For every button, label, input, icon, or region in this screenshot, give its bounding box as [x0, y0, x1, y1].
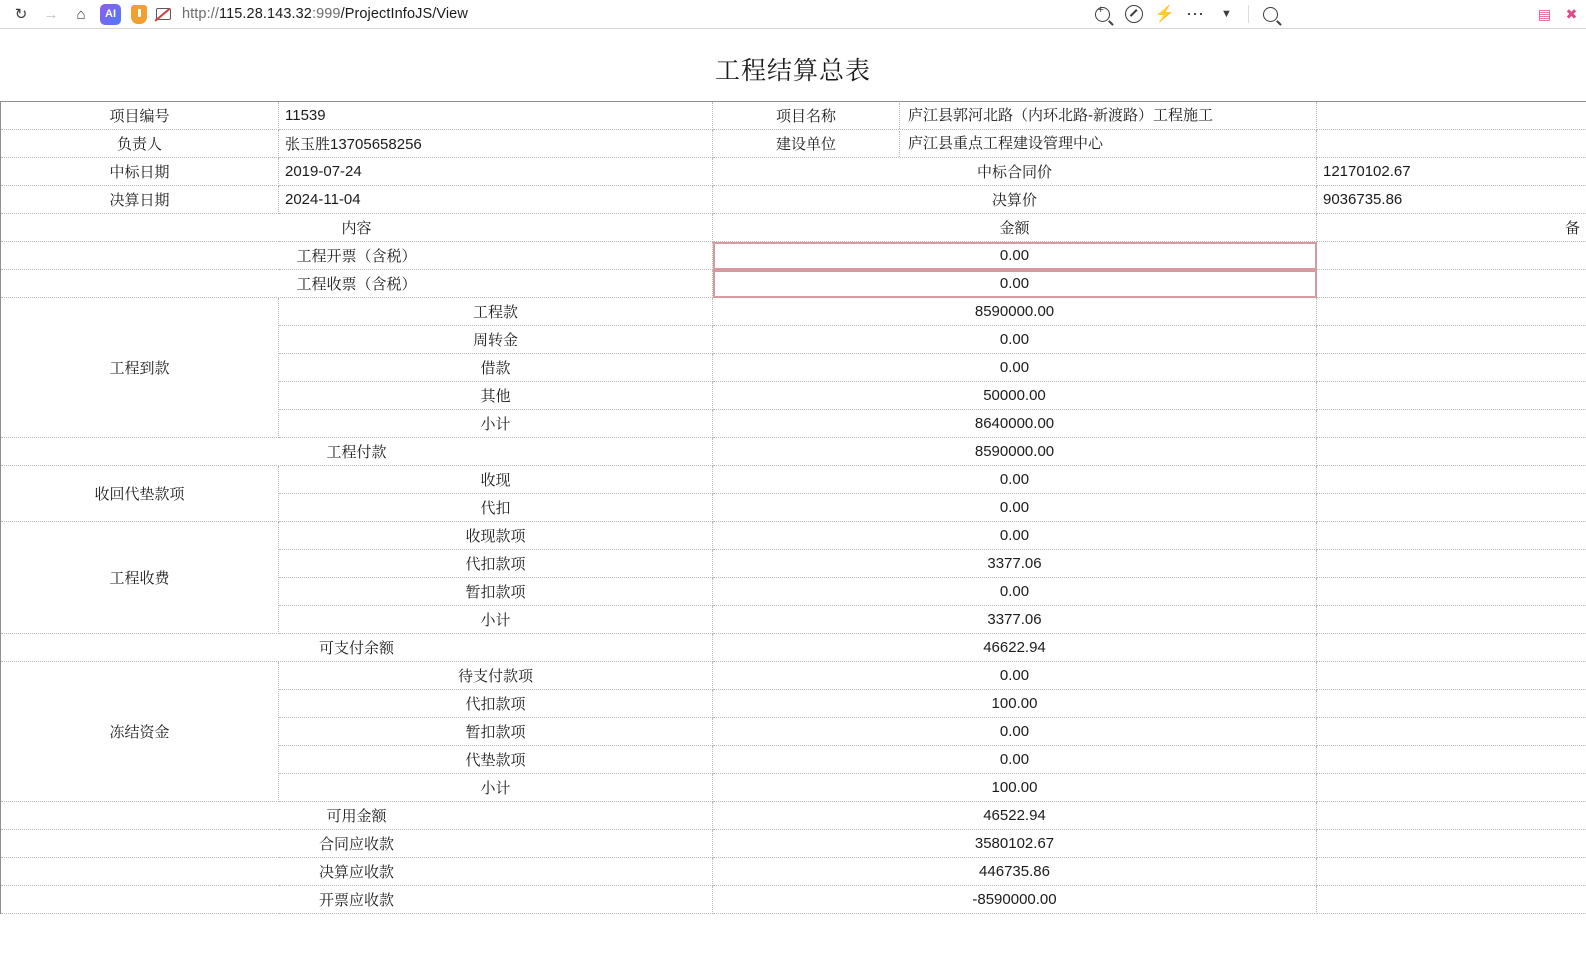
browser-toolbar — [0, 0, 1586, 29]
url-port: :999 — [311, 6, 341, 22]
table-row — [1, 522, 1586, 550]
row-item-label: 暂扣款项 — [279, 718, 713, 746]
column-header-amount: 金额 — [713, 214, 1317, 242]
row-remark-value — [1317, 242, 1586, 270]
row-amount-value: 8590000.00 — [713, 438, 1317, 466]
shield-icon[interactable] — [131, 5, 147, 24]
more-dots-icon[interactable]: ⋯ — [1186, 3, 1205, 24]
row-remark-value — [1317, 634, 1586, 662]
url-path: /ProjectInfoJS/View — [340, 6, 468, 22]
row-item-label: 可用金额 — [1, 802, 713, 830]
row-amount-value: 0.00 — [713, 578, 1317, 606]
project-name-label: 项目名称 — [775, 108, 836, 125]
row-remark-value — [1317, 298, 1586, 326]
row-item-label: 小计 — [279, 606, 713, 634]
table-row — [1, 158, 1586, 186]
row-amount-value: 0.00 — [713, 466, 1317, 494]
row-item-label: 可支付余额 — [1, 634, 713, 662]
row-remark-value — [1317, 354, 1586, 382]
settle-date-value: 2024-11-04 — [279, 186, 713, 214]
chevron-down-icon[interactable]: ▼ — [1221, 8, 1232, 20]
row-remark-value — [1317, 494, 1586, 522]
build-unit-label: 建设单位 — [775, 136, 836, 153]
row-item-label: 待支付款项 — [279, 662, 713, 690]
row-remark-value — [1317, 438, 1586, 466]
table-row — [1, 802, 1586, 830]
row-item-label: 收现 — [279, 466, 713, 494]
table-row — [1, 242, 1586, 270]
table-header-row — [1, 214, 1586, 242]
row-item-label: 小计 — [279, 410, 713, 438]
table-row — [1, 270, 1586, 298]
row-group-label: 收回代垫款项 — [1, 466, 279, 522]
row-remark-value — [1317, 886, 1586, 914]
settle-date-label: 决算日期 — [1, 186, 279, 214]
row-item-label: 周转金 — [279, 326, 713, 354]
row-amount-value: 46522.94 — [713, 802, 1317, 830]
project-name-value: 庐江县郭河北路（内环北路-新渡路）工程施工 — [899, 103, 1310, 129]
row-remark-value — [1317, 718, 1586, 746]
row-amount-value: 446735.86 — [713, 858, 1317, 886]
row-remark-value — [1317, 522, 1586, 550]
row-item-label: 其他 — [279, 382, 713, 410]
row-amount-value: 0.00 — [713, 662, 1317, 690]
table-row — [1, 438, 1586, 466]
zoom-in-icon[interactable] — [1087, 1, 1118, 27]
row-remark-value — [1317, 774, 1586, 802]
row-remark-value — [1317, 690, 1586, 718]
row-group-label: 工程到款 — [1, 298, 279, 438]
column-header-remark: 备 — [1317, 214, 1586, 242]
row-item-label: 收现款项 — [279, 522, 713, 550]
table-row — [1, 662, 1586, 690]
row-remark-value — [1317, 606, 1586, 634]
row-item-label: 工程收票（含税） — [1, 270, 713, 298]
row-amount-value: 3377.06 — [713, 606, 1317, 634]
row-remark-value — [1317, 830, 1586, 858]
search-icon[interactable] — [1255, 1, 1286, 27]
row-remark-value — [1317, 410, 1586, 438]
row-item-label: 代扣款项 — [279, 550, 713, 578]
table-row — [1, 634, 1586, 662]
project-no-value: 11539 — [279, 102, 713, 130]
owner-value: 张玉胜13705658256 — [279, 130, 713, 158]
close-icon[interactable]: ✖ — [1565, 5, 1578, 22]
bid-price-label: 中标合同价 — [713, 158, 1317, 186]
row-item-label: 代扣 — [279, 494, 713, 522]
row-amount-value: 0.00 — [713, 270, 1317, 298]
row-item-label: 代扣款项 — [279, 690, 713, 718]
row-amount-value: 8640000.00 — [713, 410, 1317, 438]
reload-icon[interactable]: ↻ — [14, 6, 28, 23]
forward-icon[interactable]: → — [43, 5, 59, 23]
row-amount-value: 0.00 — [713, 242, 1317, 270]
build-unit-value: 庐江县重点工程建设管理中心 — [899, 131, 1310, 157]
column-header-content: 内容 — [1, 214, 713, 242]
bid-date-value: 2019-07-24 — [279, 158, 713, 186]
ai-assistant-icon[interactable]: AI — [100, 4, 121, 25]
row-amount-value: 0.00 — [713, 354, 1317, 382]
table-row — [1, 830, 1586, 858]
row-amount-value: 8590000.00 — [713, 298, 1317, 326]
settlement-page — [0, 51, 1586, 914]
row-remark-value — [1317, 578, 1586, 606]
row-remark-value — [1317, 662, 1586, 690]
row-amount-value: 100.00 — [713, 774, 1317, 802]
row-amount-value: -8590000.00 — [713, 886, 1317, 914]
settlement-table — [0, 101, 1586, 914]
reader-mode-icon[interactable] — [1118, 1, 1149, 27]
row-item-label: 合同应收款 — [1, 830, 713, 858]
row-item-label: 决算应收款 — [1, 858, 713, 886]
row-group-label: 冻结资金 — [1, 662, 279, 802]
row-item-label: 工程款 — [279, 298, 713, 326]
lightning-icon[interactable]: ⚡ — [1154, 6, 1175, 23]
settle-price-value: 9036735.86 — [1317, 186, 1586, 214]
table-row — [1, 886, 1586, 914]
row-amount-value: 0.00 — [713, 746, 1317, 774]
row-remark-value — [1317, 382, 1586, 410]
row-remark-value — [1317, 550, 1586, 578]
table-row — [1, 130, 1586, 158]
row-remark-value — [1317, 858, 1586, 886]
row-amount-value: 0.00 — [713, 718, 1317, 746]
table-row — [1, 298, 1586, 326]
row-remark-value — [1317, 746, 1586, 774]
row-item-label: 借款 — [279, 354, 713, 382]
row-item-label: 工程开票（含税） — [1, 242, 713, 270]
home-icon[interactable]: ⌂ — [76, 5, 86, 23]
row-amount-value: 0.00 — [713, 522, 1317, 550]
row-amount-value: 0.00 — [713, 494, 1317, 522]
row-item-label: 工程付款 — [1, 438, 713, 466]
table-row — [1, 186, 1586, 214]
project-no-label: 项目编号 — [1, 102, 279, 130]
project-name-overflow — [1317, 102, 1586, 130]
row-amount-value: 3377.06 — [713, 550, 1317, 578]
owner-label: 负责人 — [1, 130, 279, 158]
table-row — [1, 858, 1586, 886]
bid-price-value: 12170102.67 — [1317, 158, 1586, 186]
url-scheme: http:// — [182, 6, 219, 22]
row-amount-value: 3580102.67 — [713, 830, 1317, 858]
row-amount-value: 46622.94 — [713, 634, 1317, 662]
row-remark-value — [1317, 326, 1586, 354]
row-amount-value: 100.00 — [713, 690, 1317, 718]
address-bar[interactable] — [182, 6, 1087, 22]
row-item-label: 开票应收款 — [1, 886, 713, 914]
row-item-label: 暂扣款项 — [279, 578, 713, 606]
table-row — [1, 102, 1586, 130]
blocked-content-icon[interactable] — [154, 5, 174, 24]
toolbar-right-actions — [1087, 1, 1286, 27]
row-remark-value — [1317, 466, 1586, 494]
row-amount-value: 0.00 — [713, 326, 1317, 354]
bid-date-label: 中标日期 — [1, 158, 279, 186]
row-remark-value — [1317, 270, 1586, 298]
url-host: 115.28.143.32 — [218, 6, 312, 22]
page-title: 工程结算总表 — [714, 57, 871, 85]
row-amount-value: 50000.00 — [713, 382, 1317, 410]
row-remark-value — [1317, 802, 1586, 830]
toolbar-divider — [1248, 5, 1249, 23]
settle-price-label: 决算价 — [713, 186, 1317, 214]
row-item-label: 代垫款项 — [279, 746, 713, 774]
table-row — [1, 466, 1586, 494]
sidebar-icon[interactable]: ▤ — [1537, 5, 1552, 22]
row-group-label: 工程收费 — [1, 522, 279, 634]
row-item-label: 小计 — [279, 774, 713, 802]
